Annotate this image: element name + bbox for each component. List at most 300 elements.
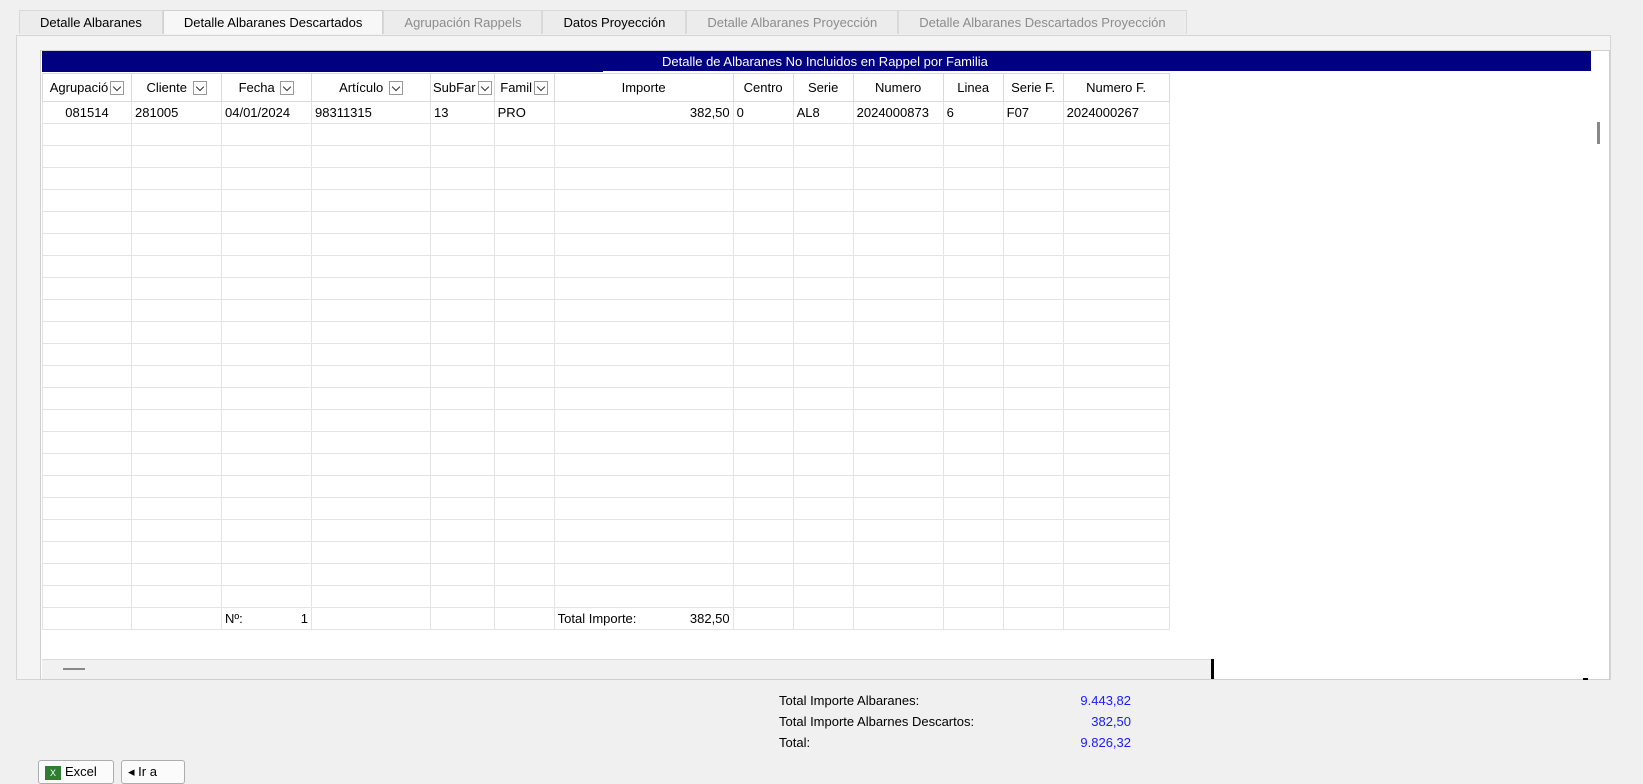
- empty-cell[interactable]: [132, 146, 222, 168]
- empty-cell[interactable]: [853, 432, 943, 454]
- empty-cell[interactable]: [1063, 432, 1169, 454]
- empty-cell[interactable]: [222, 256, 312, 278]
- empty-cell[interactable]: [494, 520, 554, 542]
- empty-cell[interactable]: [793, 124, 853, 146]
- empty-cell[interactable]: [1003, 586, 1063, 608]
- empty-cell[interactable]: [222, 322, 312, 344]
- empty-cell[interactable]: [554, 300, 733, 322]
- empty-cell[interactable]: [793, 366, 853, 388]
- empty-cell[interactable]: [1063, 146, 1169, 168]
- empty-cell[interactable]: [1003, 322, 1063, 344]
- empty-cell[interactable]: [1003, 146, 1063, 168]
- empty-cell[interactable]: [943, 498, 1003, 520]
- empty-cell[interactable]: [1063, 586, 1169, 608]
- empty-cell[interactable]: [312, 212, 431, 234]
- empty-cell[interactable]: [43, 300, 132, 322]
- empty-cell[interactable]: [733, 146, 793, 168]
- empty-cell[interactable]: [222, 300, 312, 322]
- empty-cell[interactable]: [494, 300, 554, 322]
- empty-cell[interactable]: [132, 322, 222, 344]
- empty-cell[interactable]: [1063, 212, 1169, 234]
- empty-cell[interactable]: [431, 410, 495, 432]
- empty-cell[interactable]: [43, 168, 132, 190]
- table-row-empty[interactable]: [43, 410, 1170, 432]
- filter-dropdown-icon[interactable]: [534, 81, 548, 95]
- empty-cell[interactable]: [1063, 366, 1169, 388]
- filter-dropdown-icon[interactable]: [110, 81, 124, 95]
- empty-cell[interactable]: [132, 586, 222, 608]
- empty-cell[interactable]: [1063, 388, 1169, 410]
- col-header-centro[interactable]: Centro: [733, 74, 793, 102]
- empty-cell[interactable]: [1003, 564, 1063, 586]
- table-row-empty[interactable]: [43, 124, 1170, 146]
- tab-detalle-albaranes-proyeccion[interactable]: Detalle Albaranes Proyección: [686, 10, 898, 34]
- empty-cell[interactable]: [1003, 344, 1063, 366]
- empty-cell[interactable]: [222, 168, 312, 190]
- empty-cell[interactable]: [494, 168, 554, 190]
- empty-cell[interactable]: [43, 190, 132, 212]
- empty-cell[interactable]: [312, 344, 431, 366]
- table-row-empty[interactable]: [43, 498, 1170, 520]
- empty-cell[interactable]: [132, 410, 222, 432]
- excel-button[interactable]: [38, 760, 114, 784]
- empty-cell[interactable]: [793, 190, 853, 212]
- col-header-numero-f[interactable]: Numero F.: [1063, 74, 1169, 102]
- empty-cell[interactable]: [1003, 476, 1063, 498]
- empty-cell[interactable]: [1063, 542, 1169, 564]
- empty-cell[interactable]: [943, 388, 1003, 410]
- empty-cell[interactable]: [494, 146, 554, 168]
- empty-cell[interactable]: [132, 520, 222, 542]
- table-row-empty[interactable]: [43, 542, 1170, 564]
- empty-cell[interactable]: [733, 300, 793, 322]
- empty-cell[interactable]: [132, 366, 222, 388]
- empty-cell[interactable]: [1003, 234, 1063, 256]
- empty-cell[interactable]: [554, 564, 733, 586]
- empty-cell[interactable]: [943, 256, 1003, 278]
- empty-cell[interactable]: [943, 278, 1003, 300]
- col-header-linea[interactable]: Linea: [943, 74, 1003, 102]
- empty-cell[interactable]: [853, 146, 943, 168]
- empty-cell[interactable]: [494, 212, 554, 234]
- col-header-articulo[interactable]: [312, 74, 431, 102]
- empty-cell[interactable]: [312, 498, 431, 520]
- empty-cell[interactable]: [494, 586, 554, 608]
- empty-cell[interactable]: [943, 432, 1003, 454]
- empty-cell[interactable]: [222, 278, 312, 300]
- cell-numero[interactable]: 2024000873: [853, 102, 943, 124]
- empty-cell[interactable]: [494, 124, 554, 146]
- empty-cell[interactable]: [853, 564, 943, 586]
- empty-cell[interactable]: [494, 542, 554, 564]
- empty-cell[interactable]: [312, 586, 431, 608]
- empty-cell[interactable]: [43, 520, 132, 542]
- empty-cell[interactable]: [43, 432, 132, 454]
- empty-cell[interactable]: [733, 432, 793, 454]
- empty-cell[interactable]: [431, 520, 495, 542]
- empty-cell[interactable]: [554, 256, 733, 278]
- empty-cell[interactable]: [943, 124, 1003, 146]
- empty-cell[interactable]: [793, 300, 853, 322]
- empty-cell[interactable]: [431, 498, 495, 520]
- empty-cell[interactable]: [554, 212, 733, 234]
- empty-cell[interactable]: [312, 234, 431, 256]
- empty-cell[interactable]: [793, 278, 853, 300]
- empty-cell[interactable]: [132, 454, 222, 476]
- empty-cell[interactable]: [733, 564, 793, 586]
- empty-cell[interactable]: [132, 300, 222, 322]
- empty-cell[interactable]: [943, 300, 1003, 322]
- empty-cell[interactable]: [554, 366, 733, 388]
- empty-cell[interactable]: [943, 190, 1003, 212]
- empty-cell[interactable]: [312, 432, 431, 454]
- empty-cell[interactable]: [943, 564, 1003, 586]
- empty-cell[interactable]: [431, 256, 495, 278]
- empty-cell[interactable]: [43, 410, 132, 432]
- empty-cell[interactable]: [554, 410, 733, 432]
- empty-cell[interactable]: [431, 432, 495, 454]
- col-header-cliente[interactable]: [132, 74, 222, 102]
- empty-cell[interactable]: [1003, 212, 1063, 234]
- empty-cell[interactable]: [222, 586, 312, 608]
- table-row-empty[interactable]: [43, 168, 1170, 190]
- empty-cell[interactable]: [132, 344, 222, 366]
- empty-cell[interactable]: [494, 432, 554, 454]
- empty-cell[interactable]: [853, 476, 943, 498]
- empty-cell[interactable]: [943, 520, 1003, 542]
- empty-cell[interactable]: [853, 300, 943, 322]
- empty-cell[interactable]: [1003, 300, 1063, 322]
- detail-grid[interactable]: [42, 73, 1170, 630]
- table-row-empty[interactable]: [43, 344, 1170, 366]
- empty-cell[interactable]: [793, 476, 853, 498]
- empty-cell[interactable]: [554, 476, 733, 498]
- col-header-fecha[interactable]: [222, 74, 312, 102]
- empty-cell[interactable]: [132, 234, 222, 256]
- table-row-empty[interactable]: [43, 278, 1170, 300]
- empty-cell[interactable]: [312, 564, 431, 586]
- empty-cell[interactable]: [733, 168, 793, 190]
- empty-cell[interactable]: [132, 212, 222, 234]
- empty-cell[interactable]: [793, 322, 853, 344]
- cell-serie-f[interactable]: F07: [1003, 102, 1063, 124]
- empty-cell[interactable]: [43, 212, 132, 234]
- empty-cell[interactable]: [1003, 366, 1063, 388]
- empty-cell[interactable]: [1003, 168, 1063, 190]
- empty-cell[interactable]: [733, 124, 793, 146]
- empty-cell[interactable]: [1063, 520, 1169, 542]
- table-row-empty[interactable]: [43, 476, 1170, 498]
- empty-cell[interactable]: [793, 168, 853, 190]
- table-row-empty[interactable]: [43, 322, 1170, 344]
- empty-cell[interactable]: [494, 322, 554, 344]
- tab-detalle-albaranes-descartados[interactable]: Detalle Albaranes Descartados: [163, 10, 384, 34]
- empty-cell[interactable]: [431, 278, 495, 300]
- table-row-empty[interactable]: [43, 212, 1170, 234]
- empty-cell[interactable]: [1063, 256, 1169, 278]
- empty-cell[interactable]: [793, 454, 853, 476]
- empty-cell[interactable]: [733, 278, 793, 300]
- empty-cell[interactable]: [793, 256, 853, 278]
- empty-cell[interactable]: [222, 388, 312, 410]
- cell-agrupacion[interactable]: 081514: [43, 102, 132, 124]
- empty-cell[interactable]: [733, 476, 793, 498]
- empty-cell[interactable]: [1063, 234, 1169, 256]
- empty-cell[interactable]: [494, 234, 554, 256]
- empty-cell[interactable]: [853, 366, 943, 388]
- empty-cell[interactable]: [312, 300, 431, 322]
- empty-cell[interactable]: [554, 388, 733, 410]
- empty-cell[interactable]: [853, 388, 943, 410]
- empty-cell[interactable]: [733, 498, 793, 520]
- empty-cell[interactable]: [43, 542, 132, 564]
- empty-cell[interactable]: [793, 520, 853, 542]
- empty-cell[interactable]: [554, 234, 733, 256]
- empty-cell[interactable]: [431, 168, 495, 190]
- empty-cell[interactable]: [222, 476, 312, 498]
- empty-cell[interactable]: [1003, 256, 1063, 278]
- empty-cell[interactable]: [222, 234, 312, 256]
- empty-cell[interactable]: [1063, 410, 1169, 432]
- empty-cell[interactable]: [222, 564, 312, 586]
- empty-cell[interactable]: [1063, 124, 1169, 146]
- table-row-empty[interactable]: [43, 564, 1170, 586]
- empty-cell[interactable]: [554, 344, 733, 366]
- empty-cell[interactable]: [494, 190, 554, 212]
- empty-cell[interactable]: [943, 542, 1003, 564]
- empty-cell[interactable]: [431, 366, 495, 388]
- empty-cell[interactable]: [733, 212, 793, 234]
- empty-cell[interactable]: [554, 146, 733, 168]
- empty-cell[interactable]: [312, 454, 431, 476]
- empty-cell[interactable]: [793, 234, 853, 256]
- col-header-importe[interactable]: Importe: [554, 74, 733, 102]
- empty-cell[interactable]: [43, 476, 132, 498]
- empty-cell[interactable]: [431, 388, 495, 410]
- empty-cell[interactable]: [132, 542, 222, 564]
- col-header-agrupacion[interactable]: [43, 74, 132, 102]
- empty-cell[interactable]: [431, 212, 495, 234]
- empty-cell[interactable]: [222, 366, 312, 388]
- empty-cell[interactable]: [1063, 454, 1169, 476]
- empty-cell[interactable]: [431, 146, 495, 168]
- empty-cell[interactable]: [43, 322, 132, 344]
- empty-cell[interactable]: [222, 410, 312, 432]
- empty-cell[interactable]: [132, 432, 222, 454]
- empty-cell[interactable]: [431, 322, 495, 344]
- empty-cell[interactable]: [733, 256, 793, 278]
- empty-cell[interactable]: [132, 388, 222, 410]
- empty-cell[interactable]: [733, 520, 793, 542]
- empty-cell[interactable]: [431, 300, 495, 322]
- empty-cell[interactable]: [312, 542, 431, 564]
- empty-cell[interactable]: [431, 564, 495, 586]
- tab-detalle-albaranes-descartados-proyeccion[interactable]: Detalle Albaranes Descartados Proyección: [898, 10, 1186, 34]
- empty-cell[interactable]: [554, 542, 733, 564]
- empty-cell[interactable]: [853, 586, 943, 608]
- empty-cell[interactable]: [312, 256, 431, 278]
- empty-cell[interactable]: [431, 344, 495, 366]
- empty-cell[interactable]: [43, 564, 132, 586]
- empty-cell[interactable]: [43, 366, 132, 388]
- table-row[interactable]: [43, 102, 1170, 124]
- horizontal-scroll-thumb[interactable]: [63, 668, 85, 670]
- empty-cell[interactable]: [132, 190, 222, 212]
- empty-cell[interactable]: [132, 124, 222, 146]
- empty-cell[interactable]: [1063, 190, 1169, 212]
- empty-cell[interactable]: [853, 278, 943, 300]
- empty-cell[interactable]: [43, 388, 132, 410]
- empty-cell[interactable]: [222, 344, 312, 366]
- empty-cell[interactable]: [1063, 168, 1169, 190]
- empty-cell[interactable]: [733, 190, 793, 212]
- empty-cell[interactable]: [1063, 344, 1169, 366]
- empty-cell[interactable]: [222, 520, 312, 542]
- resize-grip[interactable]: [1583, 678, 1588, 680]
- empty-cell[interactable]: [733, 234, 793, 256]
- empty-cell[interactable]: [312, 366, 431, 388]
- empty-cell[interactable]: [793, 212, 853, 234]
- cell-subfamilia[interactable]: 13: [431, 102, 495, 124]
- empty-cell[interactable]: [853, 212, 943, 234]
- filter-dropdown-icon[interactable]: [280, 81, 294, 95]
- empty-cell[interactable]: [43, 124, 132, 146]
- empty-cell[interactable]: [494, 256, 554, 278]
- empty-cell[interactable]: [222, 190, 312, 212]
- cell-numero-f[interactable]: 2024000267: [1063, 102, 1169, 124]
- empty-cell[interactable]: [1063, 564, 1169, 586]
- empty-cell[interactable]: [793, 586, 853, 608]
- horizontal-scrollbar[interactable]: [42, 659, 1212, 679]
- filter-dropdown-icon[interactable]: [193, 81, 207, 95]
- empty-cell[interactable]: [431, 476, 495, 498]
- empty-cell[interactable]: [312, 476, 431, 498]
- empty-cell[interactable]: [943, 586, 1003, 608]
- col-header-serie-f[interactable]: Serie F.: [1003, 74, 1063, 102]
- vertical-scroll-thumb[interactable]: [1597, 122, 1600, 144]
- empty-cell[interactable]: [43, 498, 132, 520]
- table-row-empty[interactable]: [43, 586, 1170, 608]
- empty-cell[interactable]: [1003, 432, 1063, 454]
- empty-cell[interactable]: [222, 454, 312, 476]
- empty-cell[interactable]: [853, 234, 943, 256]
- empty-cell[interactable]: [793, 146, 853, 168]
- tab-detalle-albaranes[interactable]: Detalle Albaranes: [19, 10, 163, 34]
- empty-cell[interactable]: [733, 366, 793, 388]
- empty-cell[interactable]: [1063, 278, 1169, 300]
- empty-cell[interactable]: [494, 454, 554, 476]
- empty-cell[interactable]: [733, 410, 793, 432]
- col-header-numero[interactable]: Numero: [853, 74, 943, 102]
- empty-cell[interactable]: [1003, 410, 1063, 432]
- empty-cell[interactable]: [943, 366, 1003, 388]
- cell-cliente[interactable]: 281005: [132, 102, 222, 124]
- empty-cell[interactable]: [494, 476, 554, 498]
- empty-cell[interactable]: [431, 542, 495, 564]
- empty-cell[interactable]: [943, 212, 1003, 234]
- cell-importe[interactable]: 382,50: [554, 102, 733, 124]
- table-row-empty[interactable]: [43, 454, 1170, 476]
- empty-cell[interactable]: [943, 322, 1003, 344]
- empty-cell[interactable]: [494, 410, 554, 432]
- empty-cell[interactable]: [554, 190, 733, 212]
- empty-cell[interactable]: [312, 388, 431, 410]
- column-splitter[interactable]: [1211, 659, 1214, 679]
- empty-cell[interactable]: [733, 388, 793, 410]
- empty-cell[interactable]: [132, 256, 222, 278]
- table-row-empty[interactable]: [43, 300, 1170, 322]
- filter-dropdown-icon[interactable]: [389, 81, 403, 95]
- empty-cell[interactable]: [793, 344, 853, 366]
- empty-cell[interactable]: [494, 564, 554, 586]
- empty-cell[interactable]: [431, 190, 495, 212]
- empty-cell[interactable]: [312, 168, 431, 190]
- col-header-serie[interactable]: Serie: [793, 74, 853, 102]
- empty-cell[interactable]: [733, 454, 793, 476]
- empty-cell[interactable]: [222, 124, 312, 146]
- empty-cell[interactable]: [43, 278, 132, 300]
- empty-cell[interactable]: [733, 542, 793, 564]
- empty-cell[interactable]: [853, 454, 943, 476]
- table-row-empty[interactable]: [43, 366, 1170, 388]
- empty-cell[interactable]: [733, 344, 793, 366]
- empty-cell[interactable]: [554, 278, 733, 300]
- empty-cell[interactable]: [43, 586, 132, 608]
- empty-cell[interactable]: [312, 410, 431, 432]
- empty-cell[interactable]: [132, 278, 222, 300]
- empty-cell[interactable]: [853, 498, 943, 520]
- empty-cell[interactable]: [853, 542, 943, 564]
- empty-cell[interactable]: [943, 410, 1003, 432]
- cell-fecha[interactable]: 04/01/2024: [222, 102, 312, 124]
- empty-cell[interactable]: [222, 432, 312, 454]
- empty-cell[interactable]: [1063, 498, 1169, 520]
- cell-articulo[interactable]: 98311315: [312, 102, 431, 124]
- empty-cell[interactable]: [43, 344, 132, 366]
- empty-cell[interactable]: [222, 498, 312, 520]
- empty-cell[interactable]: [312, 146, 431, 168]
- empty-cell[interactable]: [554, 432, 733, 454]
- table-row-empty[interactable]: [43, 388, 1170, 410]
- empty-cell[interactable]: [1003, 520, 1063, 542]
- empty-cell[interactable]: [853, 520, 943, 542]
- empty-cell[interactable]: [1063, 476, 1169, 498]
- empty-cell[interactable]: [43, 146, 132, 168]
- empty-cell[interactable]: [554, 124, 733, 146]
- cell-linea[interactable]: 6: [943, 102, 1003, 124]
- empty-cell[interactable]: [132, 476, 222, 498]
- empty-cell[interactable]: [1003, 124, 1063, 146]
- empty-cell[interactable]: [132, 564, 222, 586]
- empty-cell[interactable]: [431, 234, 495, 256]
- empty-cell[interactable]: [43, 454, 132, 476]
- cell-serie[interactable]: AL8: [793, 102, 853, 124]
- empty-cell[interactable]: [554, 322, 733, 344]
- table-row-empty[interactable]: [43, 520, 1170, 542]
- empty-cell[interactable]: [1003, 542, 1063, 564]
- empty-cell[interactable]: [494, 366, 554, 388]
- empty-cell[interactable]: [43, 234, 132, 256]
- empty-cell[interactable]: [943, 344, 1003, 366]
- empty-cell[interactable]: [943, 476, 1003, 498]
- empty-cell[interactable]: [943, 234, 1003, 256]
- tab-datos-proyeccion[interactable]: Datos Proyección: [542, 10, 686, 34]
- empty-cell[interactable]: [793, 432, 853, 454]
- empty-cell[interactable]: [494, 498, 554, 520]
- empty-cell[interactable]: [312, 124, 431, 146]
- empty-cell[interactable]: [312, 190, 431, 212]
- empty-cell[interactable]: [222, 146, 312, 168]
